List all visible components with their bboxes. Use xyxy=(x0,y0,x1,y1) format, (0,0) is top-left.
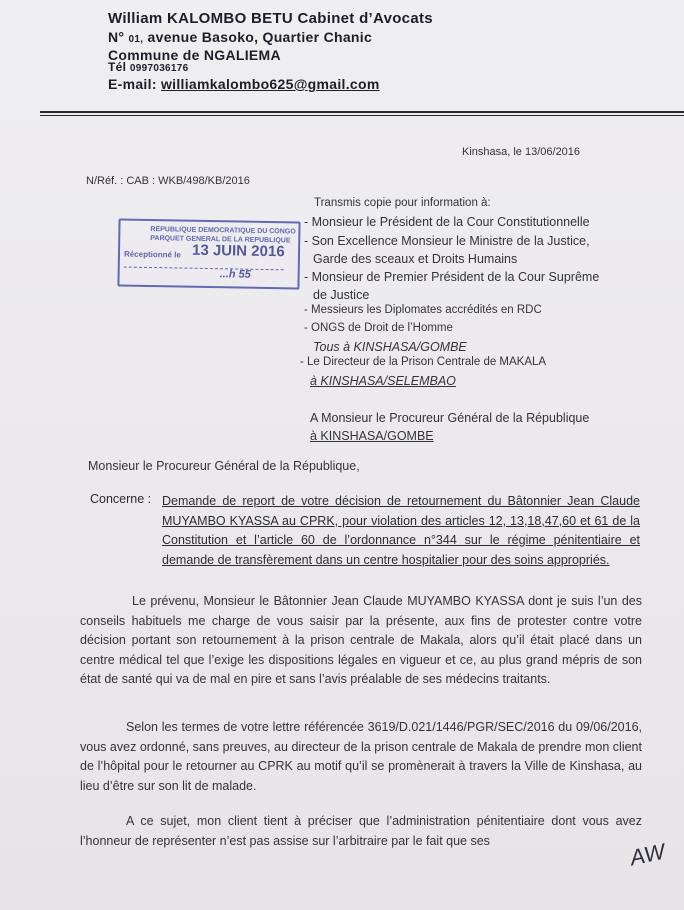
salutation: Monsieur le Procureur Général de la République, xyxy=(88,459,360,473)
firm-email: E-mail: williamkalombo625@gmail.com xyxy=(108,76,380,92)
subject-text: Demande de report de votre décision de retournement du Bâtonnier Jean Claude MUYAMBO KYASSA au CPRK, pour violation des articles 12, 13,18,47,60 et 61 de la Constitution et l’article 60 de l’ordonnance n°344 sur le régime pénitentiaire et demande de transfèrement dans un centre hospitalier pour des soins appropriés. xyxy=(162,494,640,567)
addressee: A Monsieur le Procureur Général de la République xyxy=(310,411,590,425)
reference: N/Réf. : CAB : WKB/498/KB/2016 xyxy=(86,175,250,187)
body-paragraph-2: Selon les termes de votre lettre référencée 3619/D.021/1446/PGR/SEC/2016 du 09/06/2016, vous avez ordonné, sans preuves, au directeur de la prison centrale de Makala de prendre mon client de l’hôpital pour le retourner au CPRK au motif qu’il se promènerait à travers la Ville de Kinshasa, au lieu d’être sur son lit de malade. xyxy=(80,720,642,793)
copy-location: à KINSHASA/SELEMBAO xyxy=(310,374,456,388)
initials-signature: AW xyxy=(627,838,668,871)
copy-item: - Monsieur de Premier Président de la Cour Suprême xyxy=(304,270,600,284)
firm-name: William KALOMBO BETU Cabinet d’Avocats xyxy=(108,10,433,27)
body-paragraph-1: Le prévenu, Monsieur le Bâtonnier Jean Claude MUYAMBO KYASSA dont je suis l’un des conseils habituels me charge de vous saisir par la présente, aux fins de protester contre votre décision portant son retournement à la prison centrale de Makala, alors qu’il était placé dans un centre médical tel que l’exige les dispositions légales en vigueur et ce, au plus grand mépris de son état de santé qui va de mal en pire et sans l’avis préalable de ses médecins traitants. xyxy=(80,594,642,686)
firm-commune: Commune de NGALIEMA xyxy=(108,47,281,63)
copy-item: - Messieurs les Diplomates accrédités en RDC xyxy=(304,304,542,316)
body-paragraph-3: A ce sujet, mon client tient à préciser que l’administration pénitentiaire dont vous avez l’honneur de représenter n’est pas assise sur l’arbitraire par le fait que ses xyxy=(80,814,642,848)
header-rule-1 xyxy=(40,111,684,113)
subject-label: Concerne : xyxy=(90,492,152,506)
reception-stamp: REPUBLIQUE DEMOCRATIQUE DU CONGO PARQUET GENERAL DE LA REPUBLIQUE Réceptionné le 13 JUIN 2016 ...h 55 xyxy=(117,218,300,289)
copy-header: Transmis copie pour information à: xyxy=(314,197,491,209)
copy-item: - Le Directeur de la Prison Centrale de MAKALA xyxy=(300,356,547,368)
stamp-date: 13 JUIN 2016 xyxy=(191,241,285,261)
copy-item: - Monsieur le Président de la Cour Constitutionnelle xyxy=(304,215,590,229)
copy-location: Tous à KINSHASA/GOMBE xyxy=(313,340,467,354)
place-date: Kinshasa, le 13/06/2016 xyxy=(462,146,581,158)
addressee-location: à KINSHASA/GOMBE xyxy=(310,429,434,443)
firm-phone: Tél 0997036176 xyxy=(108,60,189,74)
copy-item-cont: de Justice xyxy=(313,288,370,302)
copy-item: - ONGS de Droit de l’Homme xyxy=(304,322,453,334)
firm-address: N° 01, avenue Basoko, Quartier Chanic xyxy=(108,29,373,45)
header-rule-2 xyxy=(40,115,684,116)
copy-item-cont: Garde des sceaux et Droits Humains xyxy=(313,252,518,266)
copy-item: - Son Excellence Monsieur le Ministre de la Justice, xyxy=(304,234,590,248)
